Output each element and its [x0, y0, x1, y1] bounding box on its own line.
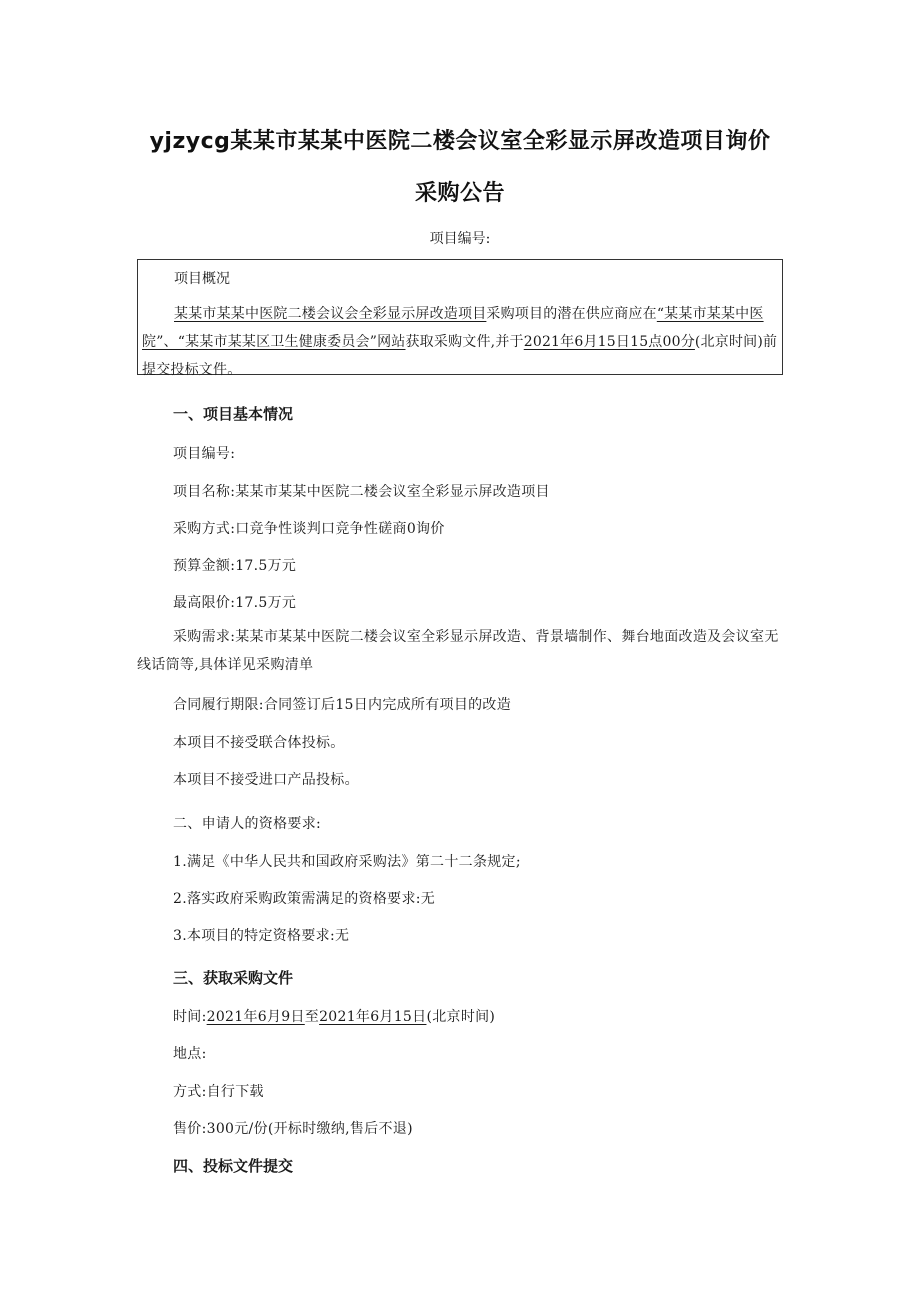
document-price: 售价:300元/份(开标时缴纳,售后不退): [173, 1121, 413, 1137]
qualification-item-1: 1.满足《中华人民共和国政府采购法》第二十二条规定;: [173, 854, 521, 870]
overview-label: 项目概况: [174, 271, 230, 287]
document-title-line-1: yjzycg某某市某某中医院二楼会议室全彩显示屏改造项目询价: [149, 129, 771, 154]
overview-project-name: 某某市某某中医院二楼会议会全彩显示屏改造项目: [174, 306, 487, 322]
section-2-heading: 二、申请人的资格要求:: [173, 816, 322, 832]
no-import-note: 本项目不接受进口产品投标。: [173, 772, 359, 788]
document-title-line-2: 采购公告: [414, 181, 505, 206]
overview-text-a: 采购项目的潜在供应商应在: [486, 306, 657, 322]
max-price: 最高限价:17.5万元: [173, 595, 297, 611]
contract-term: 合同履行期限:合同签订后15日内完成所有项目的改造: [173, 697, 512, 713]
budget-amount: 预算金额:17.5万元: [173, 558, 297, 574]
overview-paragraph: [142, 300, 780, 384]
overview-text-b: 获取采购文件,并于: [405, 334, 524, 350]
overview-websites: “某某市某某中医院”、“某某市某某区卫生健康委员会”网站: [142, 306, 764, 350]
procurement-method: 采购方式:口竞争性谈判口竞争性磋商0询价: [173, 521, 445, 537]
acquisition-way: 方式:自行下载: [173, 1084, 264, 1100]
procurement-requirement: 采购需求:某某市某某中医院二楼会议室全彩显示屏改造、背景墙制作、舞台地面改造及会议室无线话筒等,具体详见采购清单: [137, 629, 779, 673]
project-name: 项目名称:某某市某某中医院二楼会议室全彩显示屏改造项目: [173, 484, 550, 500]
project-number: 项目编号:: [173, 446, 236, 462]
no-consortium-note: 本项目不接受联合体投标。: [173, 735, 345, 751]
section-1-heading: 一、项目基本情况: [173, 405, 294, 423]
time-label: 时间:: [173, 1009, 207, 1025]
time-end: 2021年6月15日: [319, 1009, 427, 1025]
acquisition-time: [173, 1006, 495, 1026]
section-4-heading: 四、投标文件提交: [173, 1157, 294, 1175]
project-number-header: 项目编号:: [429, 231, 491, 247]
overview-box: [137, 259, 783, 378]
time-start: 2021年6月9日: [206, 1009, 305, 1025]
overview-text-c: (北京时间)前提交投标文件。: [142, 334, 778, 378]
qualification-item-3: 3.本项目的特定资格要求:无: [173, 928, 350, 944]
time-separator: 至: [304, 1009, 320, 1025]
time-zone: (北京时间): [426, 1009, 496, 1025]
section-3-heading: 三、获取采购文件: [173, 969, 294, 987]
overview-deadline: 2021年6月15日15点00分: [523, 334, 695, 350]
qualification-item-2: 2.落实政府采购政策需满足的资格要求:无: [173, 891, 436, 907]
acquisition-place: 地点:: [173, 1046, 207, 1062]
